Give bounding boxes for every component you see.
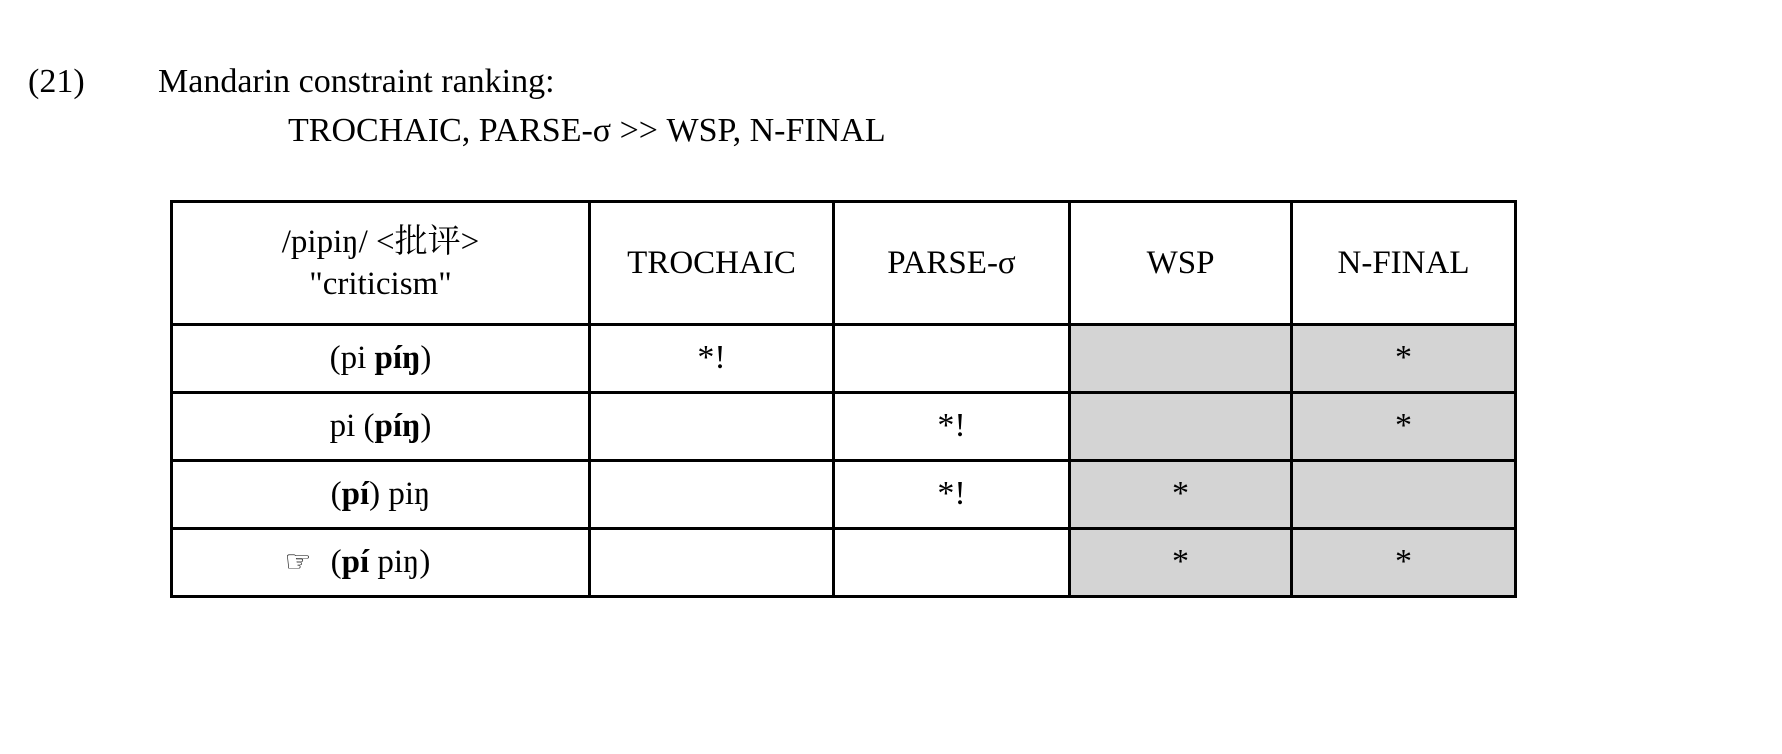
- violation-cell: [1292, 325, 1516, 393]
- violation-cell: [1292, 393, 1516, 461]
- candidate-segment: pí: [341, 476, 370, 512]
- candidate-text: [331, 476, 431, 513]
- violation-cell: [1070, 393, 1292, 461]
- tableau-row: [172, 393, 1516, 461]
- violation-mark: *: [1395, 339, 1412, 376]
- violation-cell: [1070, 461, 1292, 529]
- constraint-header-trochaic: TROCHAIC: [590, 202, 834, 325]
- violation-cell: [590, 529, 834, 597]
- tableau-row: [172, 529, 1516, 597]
- candidate-cell: [172, 325, 590, 393]
- pointing-hand-icon: ☞: [284, 544, 312, 578]
- candidate-text: [284, 544, 431, 581]
- violation-cell: [1292, 461, 1516, 529]
- violation-cell: [590, 393, 834, 461]
- tableau-header-row: [172, 202, 1516, 325]
- input-gloss: "criticism": [309, 266, 452, 302]
- violation-mark: *: [1395, 543, 1412, 580]
- input-underlying-form: [173, 221, 588, 263]
- candidate-cell: [172, 529, 590, 597]
- constraint-header-n-final: N-FINAL: [1292, 202, 1516, 325]
- candidate-segment: piŋ): [369, 544, 431, 580]
- input-form-text: /pipiŋ/ <批评>: [281, 223, 480, 260]
- violation-cell: [834, 393, 1070, 461]
- candidate-cell: [172, 461, 590, 529]
- example-block: [28, 60, 1528, 154]
- violation-cell: [590, 325, 834, 393]
- constraint-header-parse-sigma: PARSE-σ: [834, 202, 1070, 325]
- violation-mark: *!: [937, 407, 966, 444]
- ot-tableau: [170, 200, 1517, 598]
- violation-mark: *: [1172, 475, 1189, 512]
- candidate-segment: (: [330, 544, 342, 580]
- violation-cell: [834, 529, 1070, 597]
- violation-cell: [834, 461, 1070, 529]
- candidate-segment: pí: [341, 544, 370, 580]
- violation-mark: *!: [937, 475, 966, 512]
- violation-mark: *: [1395, 407, 1412, 444]
- example-number: (21): [28, 63, 85, 100]
- example-ranking: TROCHAIC, PARSE-σ >> WSP, N-FINAL: [288, 111, 886, 149]
- constraint-header-wsp: WSP: [1070, 202, 1292, 325]
- tableau-input-cell: [172, 202, 590, 325]
- candidate-segment: ): [420, 340, 432, 376]
- example-title: Mandarin constraint ranking:: [158, 63, 555, 100]
- violation-mark: *: [1172, 543, 1189, 580]
- candidate-segment: pi (: [329, 408, 375, 444]
- candidate-cell: [172, 393, 590, 461]
- tableau-row: [172, 325, 1516, 393]
- tableau-row: [172, 461, 1516, 529]
- candidate-segment: (: [330, 476, 342, 512]
- candidate-text: [330, 408, 432, 445]
- candidate-segment: ) piŋ: [369, 476, 431, 512]
- tableau-container: [170, 200, 1517, 598]
- violation-mark: *!: [697, 339, 726, 376]
- violation-cell: [1070, 529, 1292, 597]
- candidate-segment: ): [420, 408, 432, 444]
- example-heading-line: [28, 60, 1528, 105]
- violation-cell: [834, 325, 1070, 393]
- violation-cell: [1292, 529, 1516, 597]
- violation-cell: [590, 461, 834, 529]
- violation-cell: [1070, 325, 1292, 393]
- candidate-segment: píŋ: [374, 408, 421, 444]
- candidate-segment: (pi: [329, 340, 375, 376]
- candidate-segment: píŋ: [374, 340, 421, 376]
- candidate-text: [330, 340, 432, 377]
